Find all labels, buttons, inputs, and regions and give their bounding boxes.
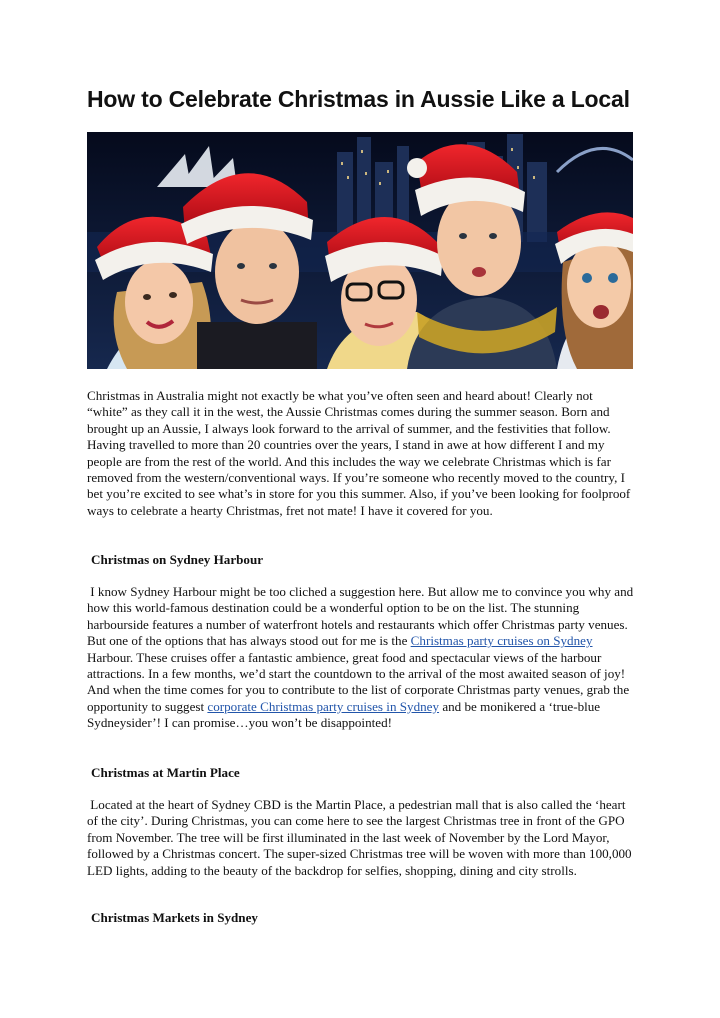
harbour-text-1: I know Sydney Harbour might be too cliched a suggestion here. But allow me to convince you why and how this world-famous destination could be a wonderful option to be on the list. The stunning harbourside features a number of waterfront hotels and restaurants which offer Christmas party venues. But one of the options that has always stood out for me is the [87,584,634,649]
intro-paragraph: Christmas in Australia might not exactly be what you’ve often seen and heard about! Clearly not “white” as they call it in the west, the Aussie Christmas comes during the summer season. Born and brought up an Aussie, I always look forward to the arrival of summer, and the festivities that follow. Having travelled to more than 20 countries over the years, I stand in awe at how different I and my people are from the rest of the world. And this includes the way we celebrate Christmas which is far removed from the western/conventional ways. If you’re someone who recently moved to the country, I bet you’re excited to see what’s in store for you this summer. Also, if you’ve been looking for foolproof ways to celebrate a hearty Christmas, fret not mate! I have it covered for you. [87,388,631,518]
section-heading-markets: Christmas Markets in Sydney [91,910,258,925]
corporate-christmas-cruises-link[interactable]: corporate Christmas party cruises in Sydney [207,698,440,714]
martin-place-text: Located at the heart of Sydney CBD is the Martin Place, a pedestrian mall that is also called the ‘heart of the city’. During Christmas, you can come here to see the largest Christmas tree in front of the GPO from November. The tree will be first illuminated in the last week of November by the Lord Mayor, followed by a Christmas concert. The super-sized Christmas tree will be woven with more than 100,000 LED lights, adding to the beauty of the backdrop for selfies, shopping, dining and city strolls. [87,797,632,878]
harbour-text-2: Harbour. These cruises offer a fantastic ambience, great food and spectacular views of the harbour attractions. In a few months, we’d start the countdown to the arrival of the most awaited season of joy! And when the time comes for you to contribute to the list of corporate Christmas party venues, grab the opportunity to suggest [87,649,630,714]
section-heading-harbour: Christmas on Sydney Harbour [91,552,264,567]
harbour-text-3: and be monikered a ‘true-blue Sydneysider’! I can promise…you won’t be disappointed! [87,698,601,731]
page-title: How to Celebrate Christmas in Aussie Like a Local [87,86,630,112]
christmas-party-cruises-link[interactable]: Christmas party cruises on Sydney [410,633,593,649]
christmas-party-illustration [87,132,633,369]
section-heading-martin-place: Christmas at Martin Place [91,765,240,780]
hero-photo [87,132,633,369]
harbour-paragraph [87,584,635,732]
person-5 [555,212,633,369]
martin-place-paragraph [87,797,635,879]
